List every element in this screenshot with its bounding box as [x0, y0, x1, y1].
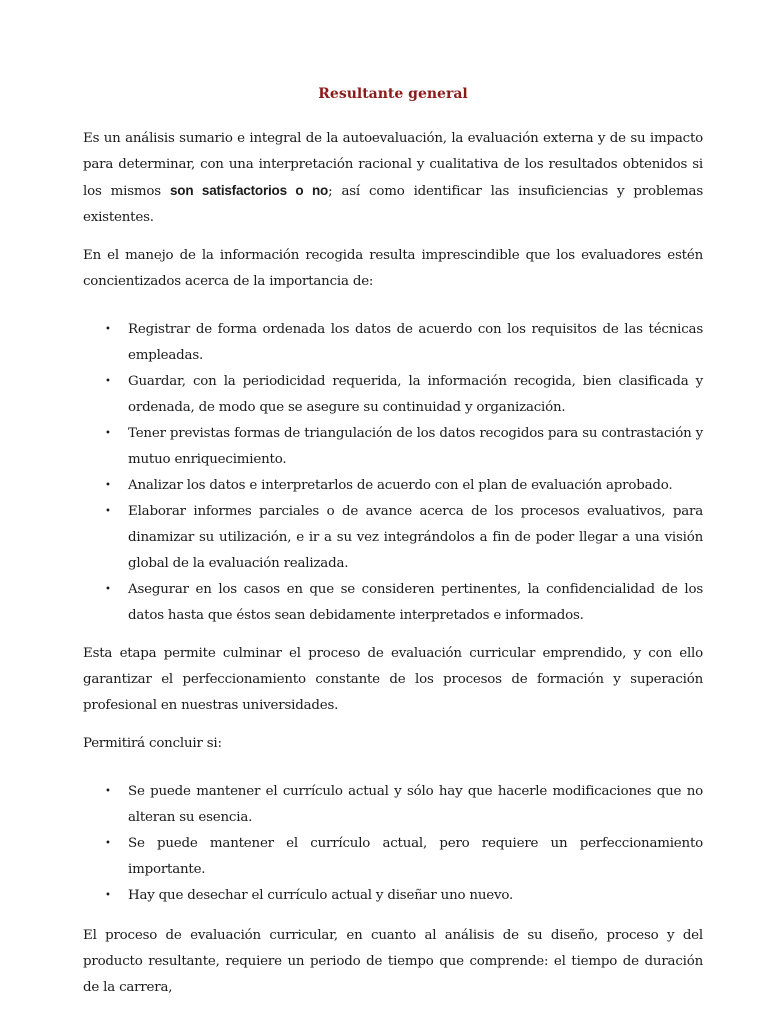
paragraph-conclude: Permitirá concluir si:: [83, 736, 222, 751]
list-item: [83, 473, 703, 499]
list-item-text: Registrar de forma ordenada los datos de acuerdo con los requisitos de las técnicas empleadas.: [128, 322, 703, 363]
list-item-text: Asegurar en los casos en que se consideren pertinentes, la confidencialidad de los datos hasta que éstos sean debidamente interpretados e informados.: [128, 582, 703, 623]
list-item: [83, 317, 703, 369]
paragraph-summary-text-end: ; así como identificar las insuficiencias y problemas existentes.: [83, 184, 703, 225]
bullet-icon: •: [105, 838, 111, 849]
bullet-icon: •: [105, 890, 111, 901]
importance-list: [83, 317, 703, 629]
conclusion-list: [83, 779, 703, 909]
list-item-text: Se puede mantener el currículo actual y sólo hay que hacerle modificaciones que no alteran su esencia.: [128, 784, 703, 825]
list-item-text: Hay que desechar el currículo actual y diseñar uno nuevo.: [128, 888, 514, 903]
bullet-icon: •: [105, 376, 111, 387]
list-item: [83, 369, 703, 421]
list-item-text: Tener previstas formas de triangulación de los datos recogidos para su contrastación y mutuo enriquecimiento.: [128, 426, 703, 467]
bullet-icon: •: [105, 786, 111, 797]
list-item: [83, 499, 703, 577]
document-page: [83, 84, 703, 1001]
paragraph-process: El proceso de evaluación curricular, en cuanto al análisis de su diseño, proceso y del producto resultante, requiere un periodo de tiempo que comprende: el tiempo de duración de la carrera,: [83, 928, 703, 995]
document-title: Resultante general: [318, 86, 468, 102]
bullet-icon: •: [105, 584, 111, 595]
list-item-text: Analizar los datos e interpretarlos de acuerdo con el plan de evaluación aprobado.: [128, 478, 673, 493]
list-item-text: Elaborar informes parciales o de avance acerca de los procesos evaluativos, para dinamizar su utilización, e ir a su vez integrándolos a fin de poder llegar a una visión global de la evaluación realizada.: [128, 504, 703, 571]
paragraph-summary-bold: son satisfactorios o no: [169, 183, 329, 198]
list-item: [83, 883, 703, 909]
list-item-text: Se puede mantener el currículo actual, pero requiere un perfeccionamiento importante.: [128, 836, 703, 877]
list-item: [83, 577, 703, 629]
bullet-icon: •: [105, 428, 111, 439]
paragraph-information-handling: En el manejo de la información recogida resulta imprescindible que los evaluadores estén concientizados acerca de la importancia de:: [83, 248, 703, 289]
bullet-icon: •: [105, 324, 111, 335]
bullet-icon: •: [105, 506, 111, 517]
paragraph-summary-text: Es un análisis sumario e integral de la autoevaluación, la evaluación externa y de su impacto para determinar, con una interpretación racional y cualitativa de los resultados obtenidos si los mismos: [83, 131, 703, 199]
bullet-icon: •: [105, 480, 111, 491]
paragraph-summary: [83, 126, 703, 231]
list-item: [83, 831, 703, 883]
paragraph-stage: Esta etapa permite culminar el proceso de evaluación curricular emprendido, y con ello garantizar el perfeccionamiento constante de los procesos de formación y superación profesional en nuestras universidades.: [83, 646, 703, 713]
list-item: [83, 421, 703, 473]
list-item: [83, 779, 703, 831]
list-item-text: Guardar, con la periodicidad requerida, la información recogida, bien clasificada y ordenada, de modo que se asegure su continuidad y organización.: [128, 374, 703, 415]
